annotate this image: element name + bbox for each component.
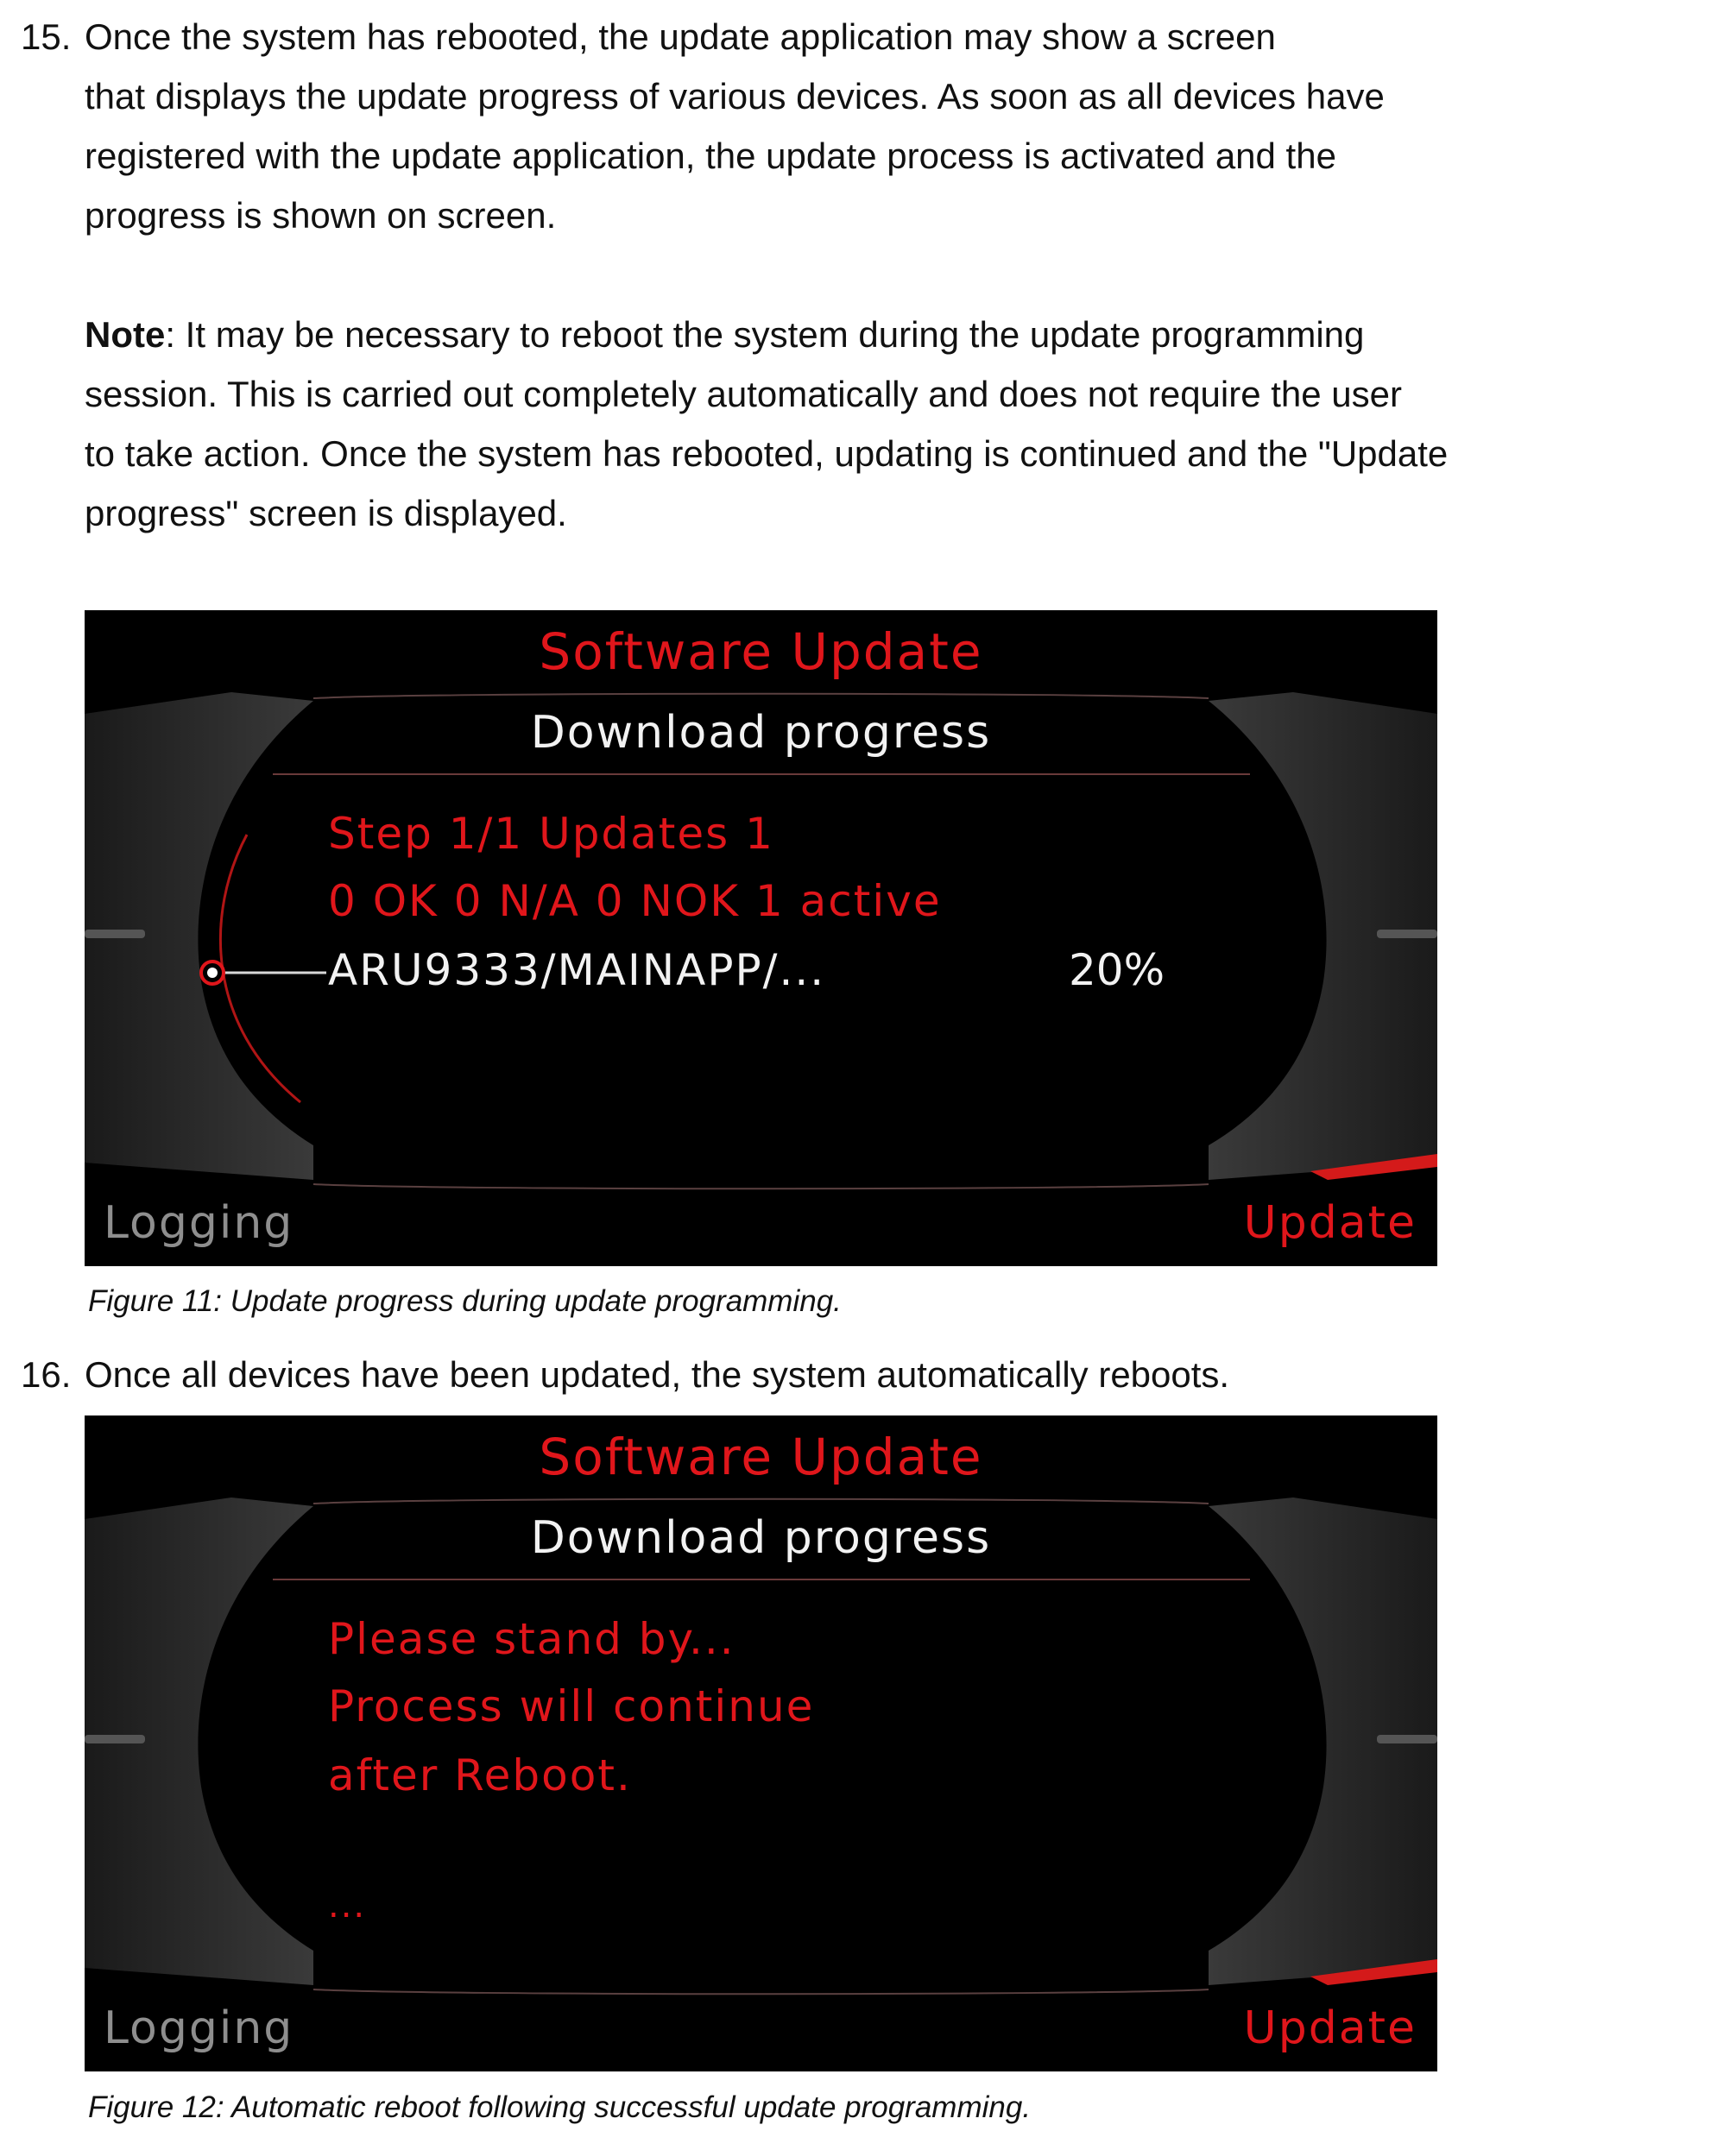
screen-subtitle: Download progress bbox=[530, 1512, 992, 1564]
text-line: that displays the update progress of various devices. As soon as all devices have bbox=[85, 76, 1385, 117]
text-line: progress is shown on screen. bbox=[85, 195, 557, 236]
figure-12-caption: Figure 12: Automatic reboot following successful update programming. bbox=[88, 2090, 1032, 2124]
logging-softkey[interactable]: Logging bbox=[104, 1197, 294, 1249]
text-line: progress" screen is displayed. bbox=[85, 493, 567, 533]
busy-dots: ... bbox=[328, 1886, 367, 1926]
note-paragraph bbox=[85, 305, 1716, 543]
step-number: 15. bbox=[21, 16, 72, 57]
step-16-text: Once all devices have been updated, the system automatically reboots. bbox=[85, 1354, 1230, 1395]
step-number: 16. bbox=[21, 1354, 72, 1395]
update-item-name: ARU9333/MAINAPP/... bbox=[328, 945, 826, 995]
step-count-line: Step 1/1 Updates 1 bbox=[328, 809, 774, 859]
text-line: to take action. Once the system has rebooted, updating is continued and the "Update bbox=[85, 433, 1449, 474]
figure-12-screen bbox=[85, 1415, 1437, 2071]
screen-title: Software Update bbox=[539, 1428, 983, 1486]
update-item-percent: 20% bbox=[1069, 945, 1165, 995]
status-summary-line: 0 OK 0 N/A 0 NOK 1 active bbox=[328, 876, 942, 926]
reboot-line: after Reboot. bbox=[328, 1750, 632, 1800]
note-label: Note bbox=[85, 314, 166, 355]
screen-subtitle: Download progress bbox=[530, 707, 992, 759]
update-softkey[interactable]: Update bbox=[1243, 1197, 1417, 1249]
step-15-text bbox=[85, 7, 1716, 245]
continue-line: Process will continue bbox=[328, 1681, 815, 1731]
figure-11-caption: Figure 11: Update progress during update programming. bbox=[88, 1284, 842, 1318]
screen-title: Software Update bbox=[539, 622, 983, 681]
standby-line: Please stand by... bbox=[328, 1614, 735, 1664]
text-line: : It may be necessary to reboot the system during the update programming bbox=[165, 314, 1365, 355]
text-line: Once the system has rebooted, the update application may show a screen bbox=[85, 16, 1276, 57]
text-line: session. This is carried out completely automatically and does not require the user bbox=[85, 374, 1403, 414]
text-line: registered with the update application, the update process is activated and the bbox=[85, 136, 1336, 176]
update-softkey[interactable]: Update bbox=[1243, 2002, 1417, 2054]
figure-11-screen bbox=[85, 610, 1437, 1266]
logging-softkey[interactable]: Logging bbox=[104, 2002, 294, 2054]
